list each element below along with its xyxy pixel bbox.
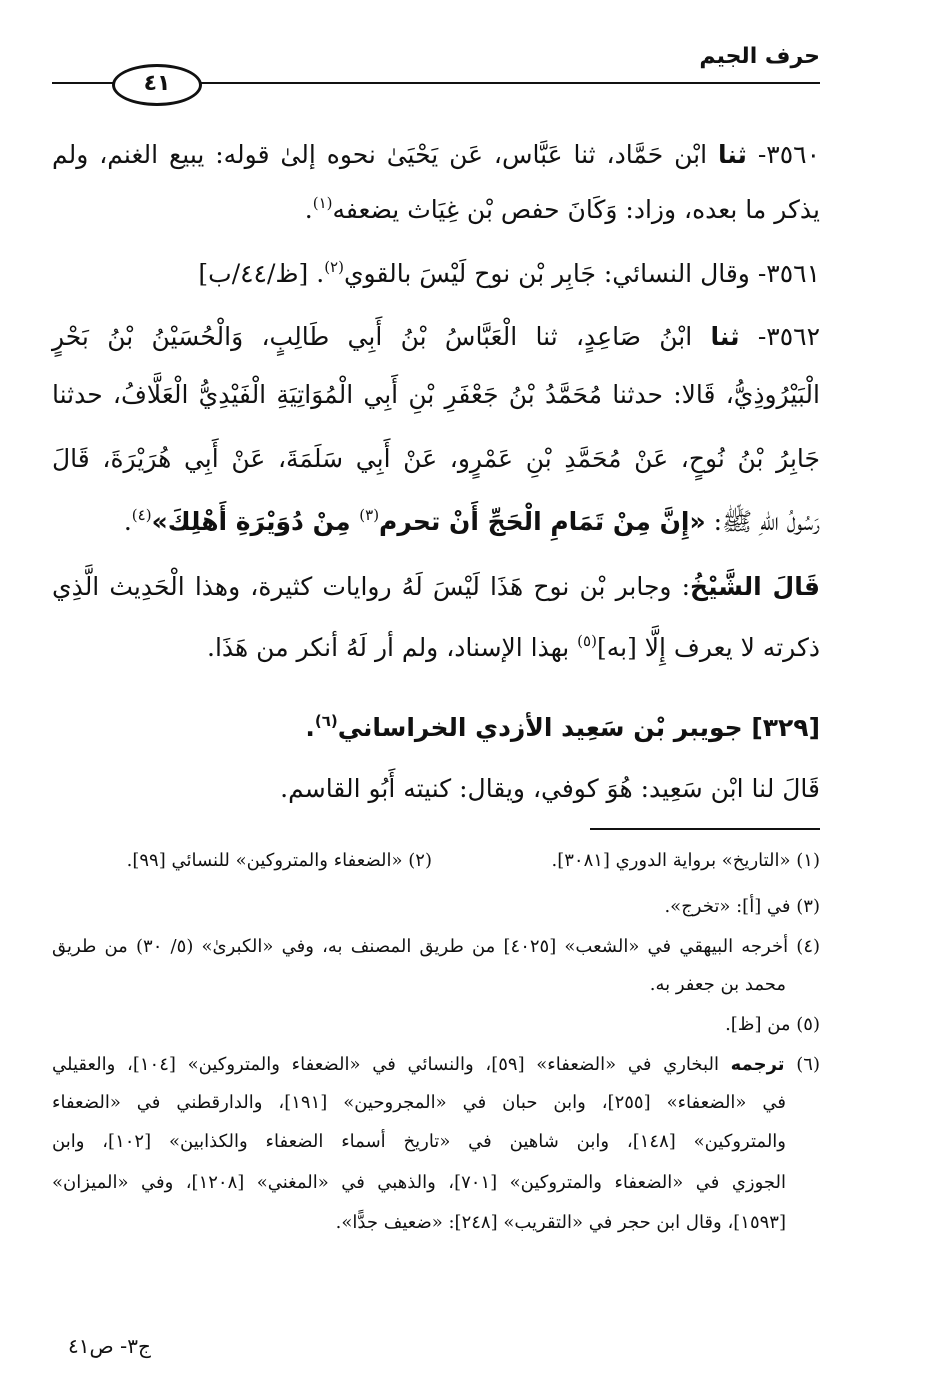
footnote-2: (٢) «الضعفاء والمتروكين» للنسائي [٩٩]. bbox=[126, 850, 432, 871]
footnote-text: البخاري في «الضعفاء» [٥٩]، والنسائي في «الضعفاء والمتروكين» [١٠٤]، والعقيلي bbox=[52, 1054, 731, 1075]
footnote-number: (٦) bbox=[784, 1054, 820, 1075]
footnote-6-line-5: [١٥٩٣]، وقال ابن حجر في «التقريب» [٢٤٨]: «ضعيف جدًّا». bbox=[335, 1212, 786, 1233]
footnote-1: (١) «التاريخ» برواية الدوري [٣٠٨١]. bbox=[551, 850, 820, 871]
hadith-keyword: ثنا bbox=[710, 322, 740, 351]
sheikh-label: قَالَ الشَّيْخُ bbox=[690, 572, 820, 601]
text-segment: . bbox=[304, 195, 313, 224]
text-segment: الْبَيْرُوذِيُّ، قَالا: حدثنا مُحَمَّدُ بْنُ جَعْفَرِ بْنِ أَبِي الْمُوَاتِيَةِ الْفَيْدِيُّ الْعَلَّافُ، حدثنا bbox=[52, 380, 820, 409]
footnote-ref: (٣) bbox=[359, 506, 380, 524]
text-line-8 bbox=[52, 572, 820, 601]
footnote-6-line-1 bbox=[52, 1054, 820, 1075]
hadith-number: ٣٥٦٢- bbox=[739, 322, 820, 351]
footnote-ref: (٤) bbox=[131, 506, 152, 524]
hadith-keyword: ثنا bbox=[717, 140, 747, 169]
text-line-1 bbox=[52, 140, 820, 169]
footnote-ref: (١) bbox=[312, 194, 333, 212]
footnote-ref: (٢) bbox=[324, 258, 344, 276]
text-line-2 bbox=[305, 194, 820, 224]
footnote-4-line-2: محمد بن جعفر به. bbox=[649, 974, 786, 995]
page-number-badge: ٤١ bbox=[112, 64, 202, 106]
text-line-5 bbox=[52, 380, 820, 409]
hadith-matn: مِنْ دُوَيْرَةِ أَهْلِكَ» bbox=[151, 507, 360, 536]
footnote-6-line-3: والمتروكين» [١٤٨]، وابن شاهين في «تاريخ أسماء الضعفاء والكذابين» [١٠٢]، وابن bbox=[52, 1131, 787, 1152]
footnote-5: (٥) من [ظ]. bbox=[725, 1014, 820, 1035]
footnote-keyword: ترجمه bbox=[730, 1054, 785, 1075]
manuscript-ref: . [ظ/٤٤/ب] bbox=[198, 259, 325, 288]
text-segment: يذكر ما بعده، وزاد: وَكَانَ حفص بْن غِيَاث يضعفه bbox=[332, 195, 820, 224]
text-segment: بهذا الإسناد، ولم أر لَهُ أنكر من هَذَا. bbox=[207, 633, 578, 662]
text-line-3 bbox=[198, 258, 820, 288]
text-segment: قَالَ لنا ابْن سَعِيد: هُوَ كوفي، ويقال: كنيته أَبُو القاسم. bbox=[280, 774, 820, 803]
text-segment: ابْن حَمَّاد، ثنا عَبَّاس، عَن يَحْيَىٰ نحوه إلىٰ قوله: يبيع الغنم، ولم bbox=[52, 140, 718, 169]
narrator-heading bbox=[305, 712, 820, 742]
footnote-ref: (٥) bbox=[577, 632, 597, 650]
text-line-4 bbox=[52, 322, 820, 351]
footnote-6-line-2: في «الضعفاء» [٢٥٥]، وابن حبان في «المجروحين» [١٩١]، والدارقطني في «الضعفاء bbox=[52, 1092, 786, 1113]
running-header-title: حرف الجيم bbox=[699, 44, 820, 69]
text-segment: ٣٥٦١- وقال النسائي: جَابِر بْن نوح لَيْسَ بالقوي bbox=[343, 259, 820, 288]
volume-page-reference: ج٣- ص٤١ bbox=[68, 1334, 151, 1358]
heading-text: . bbox=[305, 713, 315, 742]
hadith-number: ٣٥٦٠- bbox=[746, 140, 820, 169]
text-line-6 bbox=[52, 444, 820, 473]
heading-text: [٣٢٩] جويبر بْن سَعِيد الأزدي الخراساني bbox=[337, 713, 820, 742]
text-segment: ابْنُ صَاعِدٍ، ثنا الْعَبَّاسُ بْنُ أَبِي طَالِبٍ، وَالْحُسَيْنُ بْنُ بَحْرٍ bbox=[52, 322, 711, 351]
text-segment: . bbox=[123, 507, 132, 536]
footnote-4-line-1: (٤) أخرجه البيهقي في «الشعب» [٤٠٢٥] من طريق المصنف به، وفي «الكبرىٰ» (٥/ ٣٠) من طريق bbox=[52, 936, 821, 957]
text-line-9 bbox=[207, 632, 820, 662]
footnote-ref: (٦) bbox=[314, 712, 338, 730]
text-segment: ذكرته لا يعرف إِلَّا [به] bbox=[596, 633, 820, 662]
text-line-11 bbox=[280, 774, 820, 803]
footnote-3: (٣) في [أ]: «تخرج». bbox=[664, 896, 820, 917]
text-segment: رَسُولُ اللهِ ﷺ: bbox=[705, 507, 820, 536]
text-segment: : وجابر بْن نوح هَذَا لَيْسَ لَهُ روايات كثيرة، وهذا الْحَدِيث الَّذِي bbox=[52, 572, 691, 601]
footnote-6-line-4: الجوزي في «الضعفاء والمتروكين» [٧٠١]، والذهبي في «المغني» [١٢٠٨]، وفي «الميزان» bbox=[52, 1172, 787, 1193]
text-line-7 bbox=[124, 506, 820, 543]
hadith-matn: «إِنَّ مِنْ تَمَامِ الْحَجِّ أَنْ تحرم bbox=[379, 507, 706, 536]
text-segment: جَابِرُ بْنُ نُوحٍ، عَنْ مُحَمَّدِ بْنِ عَمْرٍو، عَنْ أَبِي سَلَمَةَ، عَنْ أَبِي هُرَيْرَةَ، قَالَ bbox=[52, 444, 820, 473]
footnote-rule bbox=[590, 828, 820, 830]
